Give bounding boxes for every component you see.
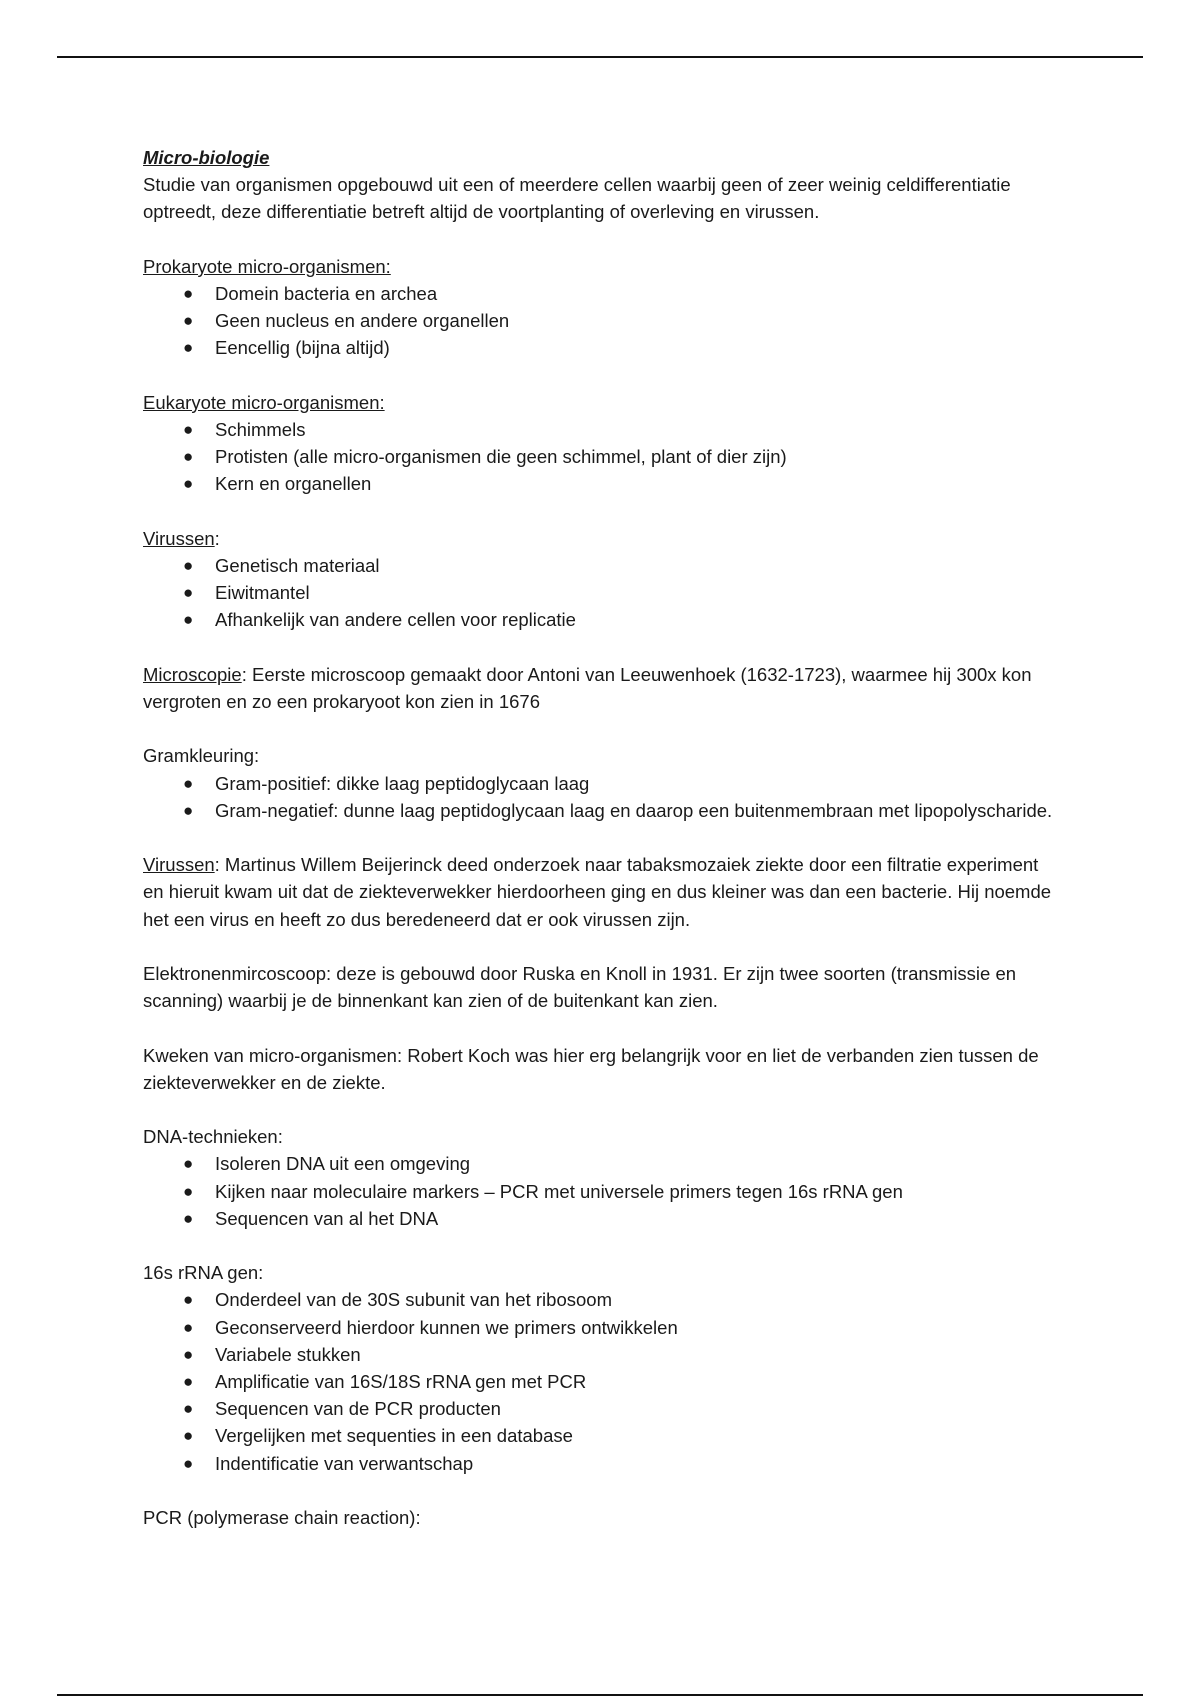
list-item: ● Eencellig (bijna altijd) xyxy=(143,334,1063,361)
prokaryote-list xyxy=(143,280,1063,362)
eukaryote-list xyxy=(143,416,1063,498)
list-item: ● Variabele stukken xyxy=(143,1341,1063,1368)
dna-heading: DNA-technieken: xyxy=(143,1126,283,1148)
rrna-heading: 16s rRNA gen: xyxy=(143,1262,264,1284)
bullet-icon: ● xyxy=(183,773,194,793)
bullet-icon: ● xyxy=(183,1453,194,1473)
list-item: ● Gram-positief: dikke laag peptidoglycaan laag xyxy=(143,770,1063,797)
microscopie-section xyxy=(143,661,1063,715)
bullet-icon: ● xyxy=(183,284,194,303)
bullet-icon: ● xyxy=(183,420,194,439)
page-bottom-rule xyxy=(57,1694,1143,1696)
dna-section xyxy=(143,1123,1063,1232)
bullet-icon: ● xyxy=(183,338,194,358)
bullet-icon: ● xyxy=(183,800,194,820)
list-item: ● Protisten (alle micro-organismen die geen schimmel, plant of dier zijn) xyxy=(143,443,1063,470)
document-title: Micro-biologie xyxy=(143,147,270,168)
dna-list xyxy=(143,1150,1063,1232)
virussen-paragraph: Virussen: Martinus Willem Beijerinck deed onderzoek naar tabaksmozaiek ziekte door een filtratie experiment en hieruit kwam uit dat de ziekteverwekker hierdoorheen ging en dus kleiner was dan een bacterie. Hij noemde het een virus en heeft zo dus beredeneerd dat er ook virussen zijn. xyxy=(143,854,1052,930)
intro-section xyxy=(143,144,1063,226)
bullet-icon: ● xyxy=(183,1399,194,1419)
elektronen-section xyxy=(143,960,1063,1014)
elektronen-paragraph: Elektronenmircoscoop: deze is gebouwd door Ruska en Knoll in 1931. Er zijn twee soorten (transmissie en scanning) waarbij je de binnenkant kan zien of de buitenkant kan zien. xyxy=(143,962,1017,1012)
list-item: ● Eiwitmantel xyxy=(143,579,1063,606)
gramkleuring-list xyxy=(143,770,1063,824)
bullet-icon: ● xyxy=(183,1208,194,1228)
pcr-section xyxy=(143,1504,1063,1531)
kweken-paragraph: Kweken van micro-organismen: Robert Koch was hier erg belangrijk voor en liet de verbanden zien tussen de ziekteverwekker en de ziekte. xyxy=(143,1044,1039,1093)
list-item: ● Indentificatie van verwantschap xyxy=(143,1450,1063,1477)
list-item: ● Onderdeel van de 30S subunit van het ribosoom xyxy=(143,1286,1063,1313)
rrna-section xyxy=(143,1259,1063,1477)
list-item: ● Schimmels xyxy=(143,416,1063,443)
list-item: ● Gram-negatief: dunne laag peptidoglycaan laag en daarop een buitenmembraan met lipopolyscharide. xyxy=(143,797,1063,824)
virussen-list-section xyxy=(143,525,1063,634)
list-item: ● Geconserveerd hierdoor kunnen we primers ontwikkelen xyxy=(143,1314,1063,1341)
list-item: ● Kijken naar moleculaire markers – PCR met universele primers tegen 16s rRNA gen xyxy=(143,1178,1063,1205)
bullet-icon: ● xyxy=(183,1371,194,1391)
prokaryote-section xyxy=(143,253,1063,362)
document-body xyxy=(143,144,1063,1558)
microscopie-paragraph: Microscopie: Eerste microscoop gemaakt door Antoni van Leeuwenhoek (1632-1723), waarmee hij 300x kon vergroten en zo een prokaryoot kon zien in 1676 xyxy=(143,663,1032,712)
list-item: ● Domein bacteria en archea xyxy=(143,280,1063,307)
bullet-icon: ● xyxy=(183,556,194,575)
list-item: ● Sequencen van de PCR producten xyxy=(143,1395,1063,1422)
virussen-heading: Virussen: xyxy=(143,527,220,549)
bullet-icon: ● xyxy=(183,1154,194,1174)
list-item: ● Kern en organellen xyxy=(143,470,1063,497)
pcr-heading: PCR (polymerase chain reaction): xyxy=(143,1506,421,1528)
bullet-icon: ● xyxy=(183,1290,194,1310)
list-item: ● Genetisch materiaal xyxy=(143,552,1063,579)
gramkleuring-section xyxy=(143,742,1063,824)
virussen-list xyxy=(143,552,1063,634)
bullet-icon: ● xyxy=(183,1344,194,1364)
list-item: ● Amplificatie van 16S/18S rRNA gen met PCR xyxy=(143,1368,1063,1395)
intro-paragraph: Studie van organismen opgebouwd uit een of meerdere cellen waarbij geen of zeer weinig celdifferentiatie optreedt, deze differentiatie betreft altijd de voortplanting of overleving en virussen. xyxy=(143,174,1011,223)
list-item: ● Vergelijken met sequenties in een database xyxy=(143,1422,1063,1449)
prokaryote-heading: Prokaryote micro-organismen: xyxy=(143,255,391,277)
list-item: ● Geen nucleus en andere organellen xyxy=(143,307,1063,334)
bullet-icon: ● xyxy=(183,1181,194,1201)
bullet-icon: ● xyxy=(183,311,194,331)
list-item: ● Afhankelijk van andere cellen voor replicatie xyxy=(143,606,1063,633)
eukaryote-section xyxy=(143,389,1063,498)
list-item: ● Sequencen van al het DNA xyxy=(143,1205,1063,1232)
rrna-list xyxy=(143,1286,1063,1476)
kweken-section xyxy=(143,1042,1063,1096)
list-item: ● Isoleren DNA uit een omgeving xyxy=(143,1150,1063,1177)
bullet-icon: ● xyxy=(183,1426,194,1446)
page-top-rule xyxy=(57,56,1143,58)
bullet-icon: ● xyxy=(183,610,194,630)
gramkleuring-heading: Gramkleuring: xyxy=(143,745,260,767)
bullet-icon: ● xyxy=(183,583,194,603)
bullet-icon: ● xyxy=(183,1317,194,1337)
eukaryote-heading: Eukaryote micro-organismen: xyxy=(143,391,385,413)
bullet-icon: ● xyxy=(183,447,194,467)
bullet-icon: ● xyxy=(183,474,194,494)
virussen-paragraph-section xyxy=(143,851,1063,933)
